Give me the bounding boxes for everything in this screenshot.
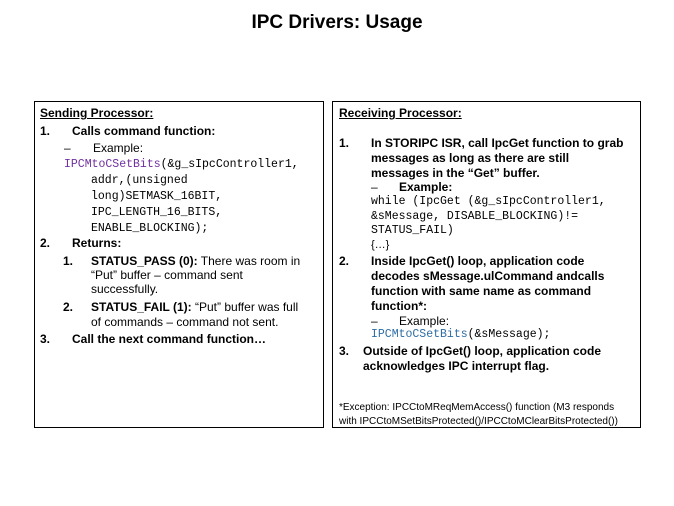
recv-item2-line4: function*: (371, 299, 427, 313)
send-example-label: Example: (93, 141, 144, 155)
send-item2-number: 2. (40, 236, 51, 250)
recv-item1-line3: messages in the “Get” buffer. (371, 166, 540, 180)
receiving-processor-box (332, 101, 641, 428)
slide-title: IPC Drivers: Usage (251, 12, 423, 33)
send-sub2-number: 2. (63, 300, 74, 314)
recv-code1-line2: &sMessage, DISABLE_BLOCKING)!= (371, 210, 579, 223)
send-code-line1 (64, 158, 299, 172)
send-code-function: IPCMtoCSetBits (64, 158, 161, 171)
send-sub1-desc: There was room in (197, 254, 301, 268)
send-sub2-line1 (91, 300, 298, 314)
recv-item3-line1: Outside of IpcGet() loop, application code (363, 344, 602, 358)
send-sub2-desc: “Put” buffer was full (191, 300, 299, 314)
recv-code2-line (371, 328, 550, 342)
receiving-header: Receiving Processor: (339, 106, 462, 120)
send-item2-text: Returns: (72, 236, 122, 250)
recv-item2-line3: function with same name as command (371, 284, 592, 298)
send-code-line3: long)SETMASK_16BIT, (91, 190, 223, 203)
send-item1-text: Calls command function: (72, 124, 216, 138)
send-sub1-line2: “Put” buffer – command sent (91, 268, 243, 282)
recv-code2-function: IPCMtoCSetBits (371, 328, 468, 341)
send-code-line4: IPC_LENGTH_16_BITS, (91, 206, 223, 219)
status-pass-label: STATUS_PASS (0): (91, 254, 198, 268)
sending-processor-box (34, 101, 324, 428)
recv-footnote-line1: *Exception: IPCCtoMReqMemAccess() function (M3 responds (339, 402, 615, 413)
sending-header: Sending Processor: (40, 106, 154, 120)
recv-ex2-label: Example: (399, 314, 450, 328)
recv-item1-line2: messages as long as there are still (371, 151, 570, 165)
send-sub1-line3: successfully. (91, 282, 159, 296)
send-sub1-number: 1. (63, 254, 74, 268)
recv-item2-line2: decodes sMessage.ulCommand andcalls (371, 269, 605, 283)
send-sub1-line1 (91, 254, 300, 268)
recv-item2-line1: Inside IpcGet() loop, application code (371, 254, 585, 268)
send-item3-text: Call the next command function… (72, 332, 267, 346)
send-sub2-line2: of commands – command not sent. (91, 315, 279, 329)
recv-item2-number: 2. (339, 254, 350, 268)
recv-ex1-label: Example: (399, 180, 453, 194)
send-example-dash: – (64, 141, 71, 155)
recv-code1-line4: {…} (371, 239, 390, 251)
recv-item3-number: 3. (339, 344, 350, 358)
recv-item1-line1: In STORIPC ISR, call IpcGet function to grab (371, 136, 624, 150)
recv-ex1-dash: – (371, 180, 378, 194)
recv-footnote-line2: with IPCCtoMSetBitsProtected()/IPCCtoMClearBitsProtected()) (339, 416, 618, 427)
status-fail-label: STATUS_FAIL (1): (91, 300, 192, 314)
recv-item3-line2: acknowledges IPC interrupt flag. (363, 359, 550, 373)
recv-item1-number: 1. (339, 136, 350, 150)
send-item3-number: 3. (40, 332, 51, 346)
send-code-line2: addr,(unsigned (91, 174, 188, 187)
send-item1-number: 1. (40, 124, 51, 138)
recv-code1-line1: while (IpcGet (&g_sIpcController1, (371, 195, 606, 208)
send-code-args1: (&g_sIpcController1, (160, 158, 299, 171)
send-code-line5: ENABLE_BLOCKING); (91, 222, 209, 235)
recv-code2-args: (&sMessage); (467, 328, 551, 341)
recv-code1-line3: STATUS_FAIL) (371, 224, 454, 237)
recv-ex2-dash: – (371, 314, 378, 328)
